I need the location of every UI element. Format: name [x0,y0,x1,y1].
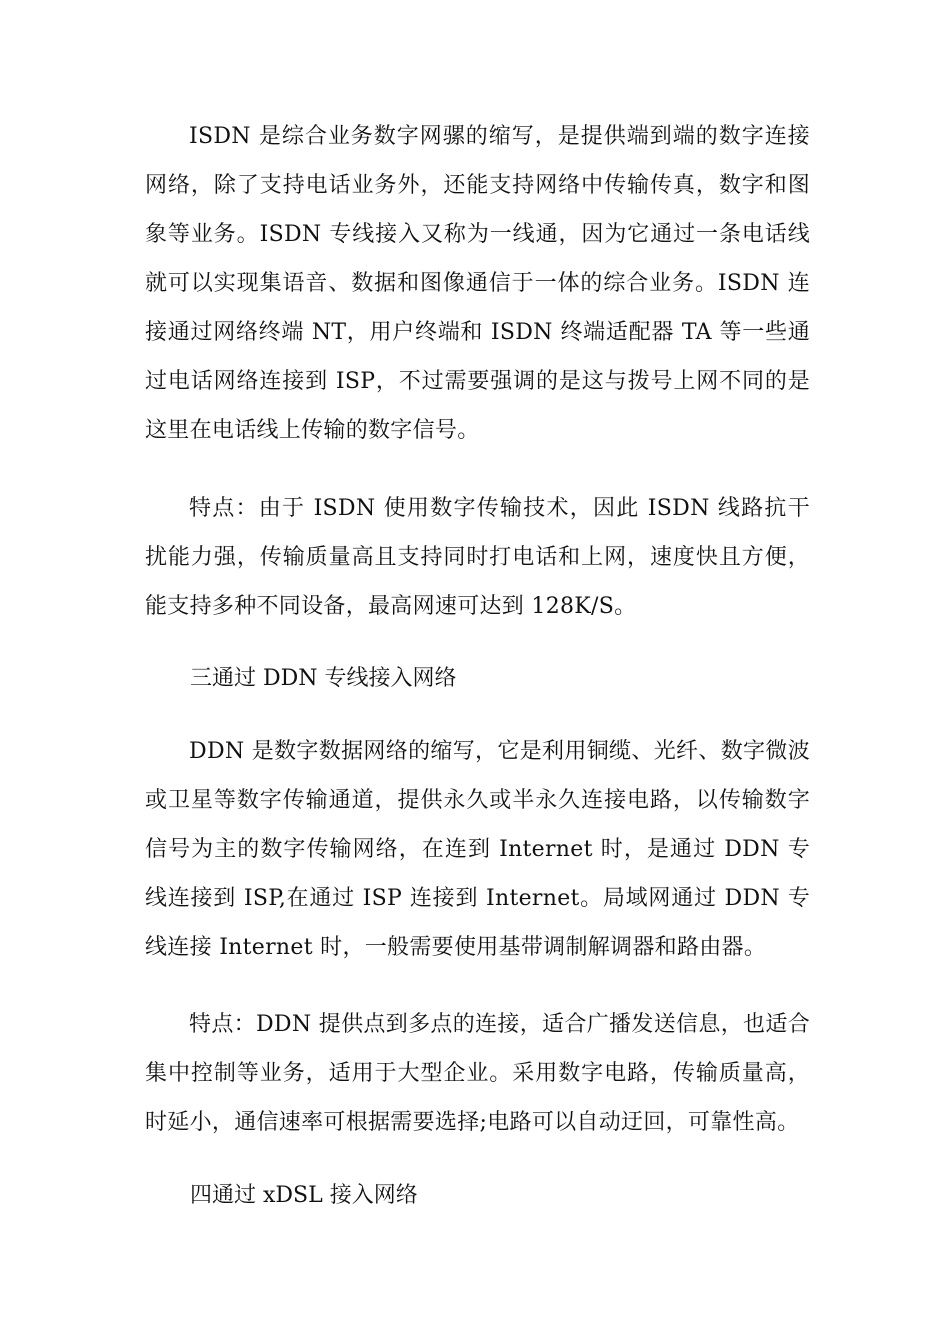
section-heading-ddn: 三通过 DDN 专线接入网络 [190,666,457,691]
paragraph-ddn-features: 特点：DDN 提供点到多点的连接，适合广播发送信息，也适合集中控制等业务，适用于大型企业。采用数字电路，传输质量高，时延小，通信速率可根据需要选择;电路可以自动迂回，可靠性高。 [145,1012,810,1135]
paragraph-isdn-features: 特点：由于 ISDN 使用数字传输技术，因此 ISDN 线路抗干扰能力强，传输质量高且支持同时打电话和上网，速度快且方便，能支持多种不同设备，最高网速可达到 128K/S。 [145,496,810,619]
paragraph-isdn-description: ISDN 是综合业务数字网骡的缩写，是提供端到端的数字连接网络，除了支持电话业务外，还能支持网络中传输传真，数字和图象等业务。ISDN 专线接入又称为一线通，因为它通过一条电话线就可以实现集语音、数据和图像通信于一体的综合业务。ISDN 连接通过网络终端 NT，用户终端和 ISDN 终端适配器 TA 等一些通过电话网络连接到 ISP，不过需要强调的是这与拨号上网不同的是这里在电话线上传输的数字信号。 [145,124,810,443]
section-heading-xdsl: 四通过 xDSL 接入网络 [190,1183,418,1208]
paragraph-ddn-description: DDN 是数字数据网络的缩写，它是利用铜缆、光纤、数字微波或卫星等数字传输通道，提供永久或半永久连接电路，以传输数字信号为主的数字传输网络，在连到 Internet 时，是通过 DDN 专线连接到 ISP,在通过 ISP 连接到 Internet。局域网通过 DDN 专线连接 Internet 时，一般需要使用基带调制解调器和路由器。 [145,739,810,960]
